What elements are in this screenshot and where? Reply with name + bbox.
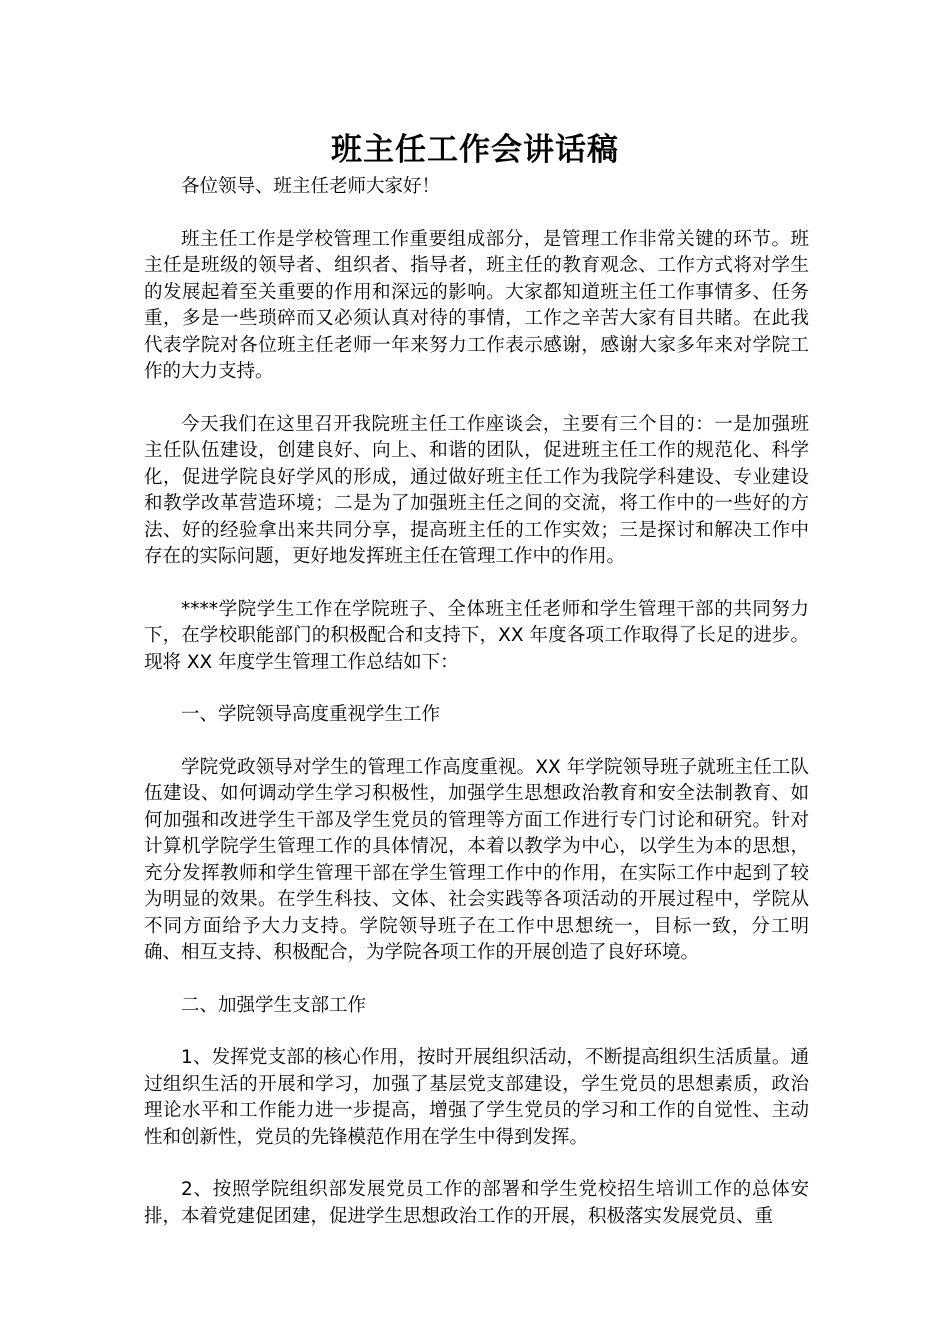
- section-2-item-1: 1、发挥党支部的核心作用，按时开展组织活动，不断提高组织生活质量。通过组织生活的开展和学习，加强了基层党支部建设，学生党员的思想素质，政治理论水平和工作能力进一步提高，增强了学生党员的学习和工作的自觉性、主动性和创新性，党员的先锋模范作用在学生中得到发挥。: [144, 1047, 809, 1148]
- body-paragraph-1: 班主任工作是学校管理工作重要组成部分，是管理工作非常关键的环节。班主任是班级的领导者、组织者、指导者，班主任的教育观念、工作方式将对学生的发展起着至关重要的作用和深远的影响。大家都知道班主任工作事情多、任务重，多是一些琐碎而又必须认真对待的事情，工作之辛苦大家有目共睹。在此我代表学院对各位班主任老师一年来努力工作表示感谢，感谢大家多年来对学院工作的大力支持。: [144, 228, 809, 382]
- greeting-paragraph: 各位领导、班主任老师大家好！: [181, 176, 441, 197]
- body-paragraph-3: ****学院学生工作在学院班子、全体班主任老师和学生管理干部的共同努力下，在学校职能部门的积极配合和支持下，XX 年度各项工作取得了长足的进步。现将 XX 年度学生管理工作总结如下：: [144, 598, 809, 673]
- document-body: [144, 174, 809, 1256]
- body-paragraph-2: 今天我们在这里召开我院班主任工作座谈会，主要有三个目的：一是加强班主任队伍建设，创建良好、向上、和谐的团队，促进班主任工作的规范化、科学化，促进学院良好学风的形成，通过做好班主任工作为我院学科建设、专业建设和教学改革营造环境；二是为了加强班主任之间的交流，将工作中的一些好的方法、好的经验拿出来共同分享，提高班主任的工作实效；三是探讨和解决工作中存在的实际问题，更好地发挥班主任在管理工作中的作用。: [144, 413, 809, 567]
- document-title: 班主任工作会讲话稿: [331, 132, 619, 168]
- section-2-heading: 二、加强学生支部工作: [181, 994, 367, 1016]
- section-2-item-2: 2、按照学院组织部发展党员工作的部署和学生党校招生培训工作的总体安排，本着党建促团建，促进学生思想政治工作的开展，积极落实发展党员、重: [144, 1179, 809, 1227]
- section-1-heading: 一、学院领导高度重视学生工作: [181, 704, 441, 725]
- section-1-paragraph: 学院党政领导对学生的管理工作高度重视。XX 年学院领导班子就班主任工队伍建设、如何调动学生学习积极性，加强学生思想政治教育和安全法制教育、如何加强和改进学生干部及学生党员的管理等方面工作进行专门讨论和研究。针对计算机学院学生管理工作的具体情况，本着以教学为中心，以学生为本的思想，充分发挥教师和学生管理干部在学生管理工作中的作用，在实际工作中起到了较为明显的效果。在学生科技、文体、社会实践等各项活动的开展过程中，学院从不同方面给予大力支持。学院领导班子在工作中思想统一，目标一致，分工明确、相互支持、积极配合，为学院各项工作的开展创造了良好环境。: [144, 756, 809, 963]
